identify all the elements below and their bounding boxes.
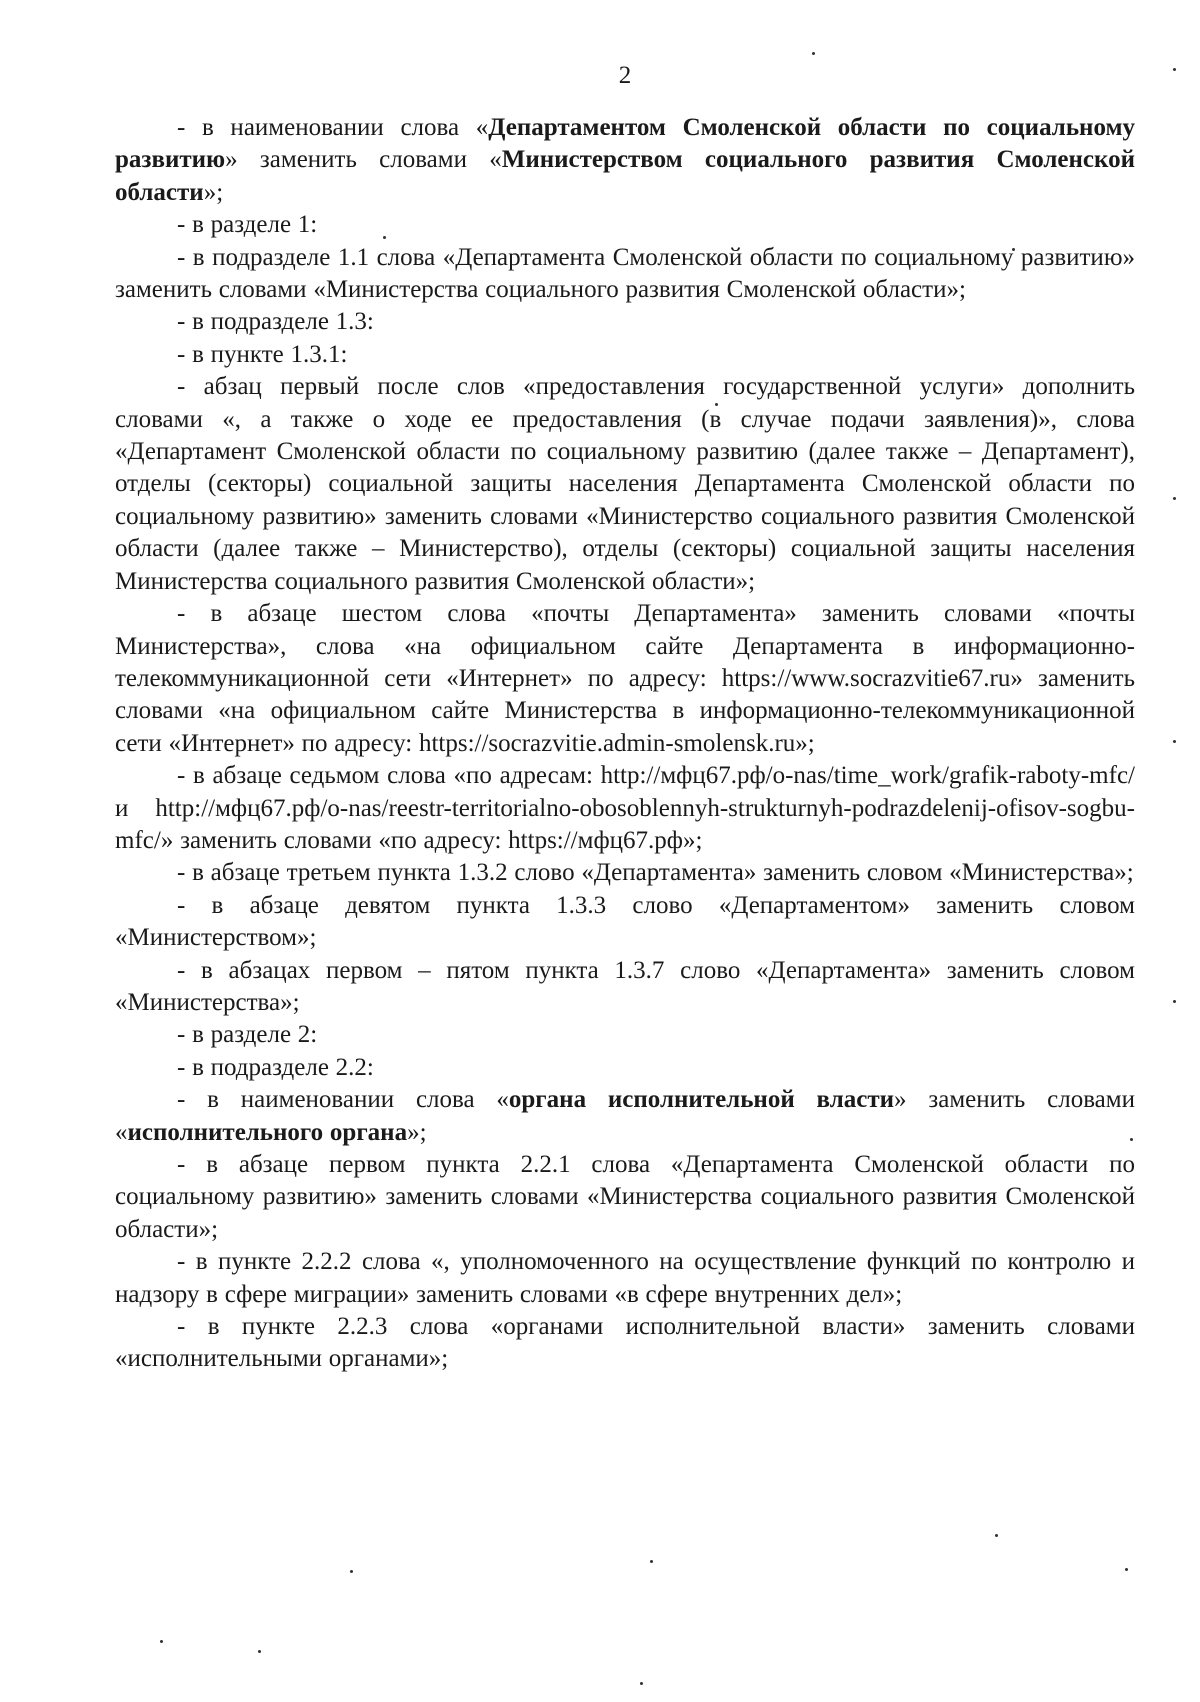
- scan-speck: [812, 52, 815, 55]
- text-segment: - в пункте 2.2.3 слова «органами исполнительной власти» заменить словами «исполнительными органами»;: [115, 1313, 1135, 1373]
- text-segment: - в пункте 1.3.1:: [177, 340, 348, 368]
- scan-speck: [1173, 1000, 1176, 1003]
- paragraph: [115, 242, 1135, 307]
- paragraph: [115, 339, 1135, 371]
- scan-speck: [160, 1640, 163, 1643]
- paragraph: [115, 1084, 1135, 1149]
- text-segment: - в разделе 1:: [177, 211, 318, 239]
- text-segment: - в наименовании слова «: [177, 114, 489, 141]
- paragraph: [115, 598, 1135, 760]
- paragraph: [115, 1149, 1135, 1246]
- scan-speck: [640, 1682, 643, 1685]
- text-segment: - в подразделе 1.1 слова «Департамента Смоленской области по социальному развитию» заменить словами «Министерства социального развития Смоленской области»;: [115, 243, 1135, 304]
- scan-speck: [258, 1650, 261, 1653]
- page-number: 2: [618, 62, 632, 89]
- text-segment: - в абзаце третьем пункта 1.3.2 слово «Департамента» заменить словом «Министерства»;: [177, 859, 1134, 887]
- text-segment: - в пункте 2.2.2 слова «, уполномоченного на осуществление функций по контролю и надзору в сфере миграции» заменить словами «в сфере внутренних дел»;: [115, 1248, 1135, 1308]
- paragraph: [115, 1246, 1135, 1311]
- text-segment: - в абзацах первом – пятом пункта 1.3.7 слово «Департамента» заменить словом «Министерства»;: [115, 956, 1135, 1016]
- paragraph: [115, 209, 1135, 241]
- text-segment: »;: [203, 178, 224, 206]
- bold-text-segment: органа исполнительной власти: [508, 1086, 895, 1114]
- paragraph: [115, 371, 1135, 598]
- scan-speck: [350, 1570, 353, 1573]
- text-segment: »;: [407, 1118, 427, 1146]
- text-segment: - в подразделе 1.3:: [177, 308, 374, 336]
- paragraph: [115, 306, 1135, 338]
- scan-speck: [995, 1534, 998, 1537]
- text-segment: - в абзаце первом пункта 2.2.1 слова «Департамента Смоленской области по социальному развитию» заменить словами «Министерства социального развития Смоленской области»;: [115, 1151, 1135, 1243]
- paragraph: [115, 890, 1135, 955]
- bold-text-segment: Департаментом Смоленской области по социальному развитию: [115, 114, 1135, 174]
- text-segment: » заменить словами «: [115, 1086, 1135, 1146]
- scan-speck: [1173, 68, 1176, 71]
- scan-speck: [1125, 1568, 1128, 1571]
- bold-text-segment: Министерством социального развития Смоленской области: [115, 146, 1135, 206]
- bold-text-segment: исполнительного органа: [127, 1118, 408, 1146]
- text-segment: » заменить словами «: [225, 146, 502, 174]
- text-segment: - в разделе 2:: [177, 1021, 318, 1049]
- paragraph: [115, 955, 1135, 1020]
- text-segment: - в подразделе 2.2:: [177, 1053, 374, 1081]
- text-segment: - в абзаце седьмом слова «по адресам: http://мфц67.рф/o-nas/time_work/grafik-raboty-mfc/ и http://мфц67.рф/o-nas/reestr-territorialno-obosoblennyh-strukturnyh-podrazdelenij-ofisov-sogbu-mfc/» заменить словами «по адресу: https://мфц67.рф»;: [115, 762, 1135, 854]
- scan-speck: [650, 1560, 653, 1563]
- text-segment: - абзац первый после слов «предоставления государственной услуги» дополнить словами «, а также о ходе ее предоставления (в случае подачи заявления)», слова «Департамент Смоленской области по социальному развитию (далее также – Департамент), отделы (секторы) социальной защиты населения Департамента Смоленской области по социальному развитию» заменить словами «Министерство социального развития Смоленской области (далее также – Министерство), отделы (секторы) социальной защиты населения Министерства социального развития Смоленской области»;: [115, 373, 1135, 595]
- text-segment: - в абзаце девятом пункта 1.3.3 слово «Департаментом» заменить словом «Министерством»;: [115, 891, 1135, 952]
- document-page: [115, 60, 1135, 1376]
- text-segment: - в наименовании слова «: [177, 1086, 509, 1114]
- paragraph: [115, 1019, 1135, 1051]
- scan-speck: [1173, 497, 1176, 500]
- paragraph: [115, 857, 1135, 889]
- paragraph: [115, 112, 1135, 209]
- paragraph: [115, 760, 1135, 857]
- paragraph: [115, 1311, 1135, 1376]
- paragraph: [115, 1052, 1135, 1084]
- scan-speck: [1173, 740, 1176, 743]
- text-segment: - в абзаце шестом слова «почты Департамента» заменить словами «почты Министерства», слова «на официальном сайте Департамента в информационно-телекоммуникационной сети «Интернет» по адресу: https://www.socrazvitie67.ru» заменить словами «на официальном сайте Министерства в информационно-телекоммуникационной сети «Интернет» по адресу: https://socrazvitie.admin-smolensk.ru»;: [115, 600, 1135, 757]
